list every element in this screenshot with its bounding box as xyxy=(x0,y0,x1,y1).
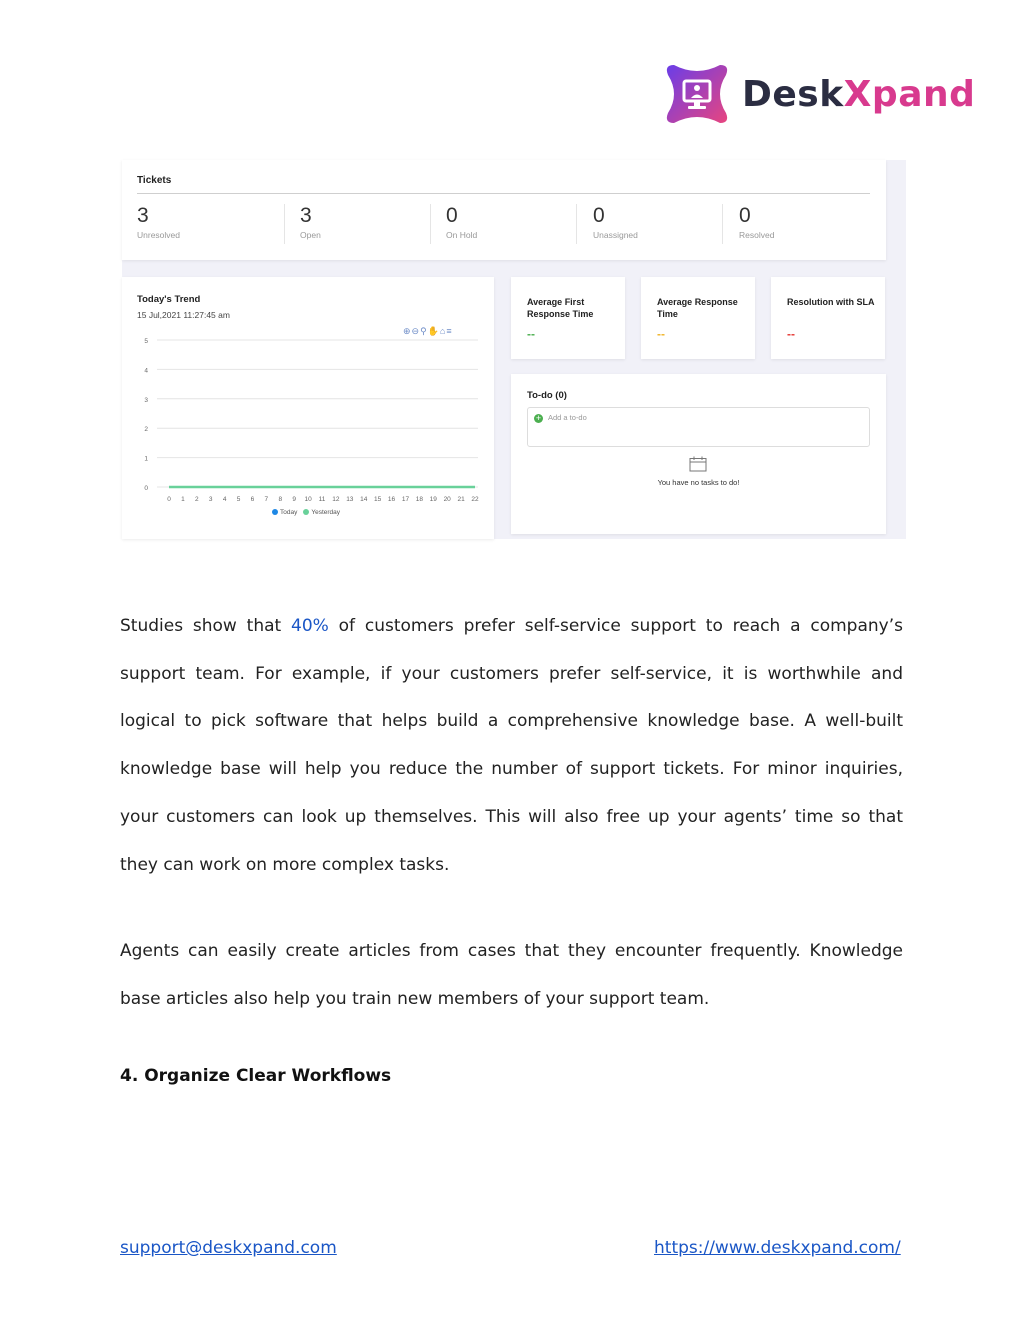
metric-sla xyxy=(771,277,885,359)
x-tick-label: 1 xyxy=(181,496,185,503)
stat-value: 3 xyxy=(300,204,312,227)
todo-card xyxy=(511,374,886,534)
x-tick-label: 11 xyxy=(318,496,326,503)
metric-value: -- xyxy=(657,327,665,341)
zoom-out-icon[interactable]: ⊖ xyxy=(411,326,421,336)
metric-value: -- xyxy=(527,327,535,341)
stat-value: 3 xyxy=(137,204,149,227)
trend-card xyxy=(122,277,494,539)
x-tick-label: 4 xyxy=(222,496,227,503)
calendar-icon xyxy=(689,456,707,472)
add-todo-placeholder: Add a to-do xyxy=(548,413,587,422)
stat-divider xyxy=(430,204,431,244)
statistic-link[interactable]: 40% xyxy=(291,616,329,636)
x-tick-label: 6 xyxy=(250,496,255,503)
x-tick-label: 22 xyxy=(471,496,479,503)
x-tick-label: 5 xyxy=(236,496,241,503)
paragraph-text: Studies show that xyxy=(120,616,292,636)
add-todo-input[interactable] xyxy=(527,407,870,447)
metric-title: Resolution with SLA xyxy=(787,297,875,307)
footer-website-link[interactable]: https://www.deskxpand.com/ xyxy=(654,1238,901,1258)
y-tick-label: 0 xyxy=(144,485,148,492)
metric-value: -- xyxy=(787,327,795,341)
trend-chart xyxy=(122,277,494,539)
zoom-in-icon[interactable]: ⊕ xyxy=(403,326,412,336)
dashboard-screenshot xyxy=(122,160,906,539)
todo-title: To-do (0) xyxy=(527,390,567,401)
add-icon[interactable]: + xyxy=(535,413,542,423)
y-tick-label: 2 xyxy=(144,426,148,434)
trend-title: Today's Trend xyxy=(137,294,201,305)
logo-icon xyxy=(664,61,730,127)
footer-email-link[interactable]: support@deskxpand.com xyxy=(120,1238,337,1258)
y-tick-label: 3 xyxy=(144,396,148,404)
metric-title: Average Response Time xyxy=(657,297,738,319)
x-tick-label: 16 xyxy=(387,496,396,503)
stat-label: Open xyxy=(300,230,321,240)
trend-date: 15 Jul,2021 11:27:45 am xyxy=(137,310,230,320)
x-tick-label: 9 xyxy=(292,496,296,503)
x-tick-label: 19 xyxy=(429,496,437,503)
stat-divider xyxy=(576,204,577,244)
legend-item-yesterday[interactable] xyxy=(303,509,340,516)
tickets-divider xyxy=(137,193,870,194)
x-tick-label: 14 xyxy=(360,496,368,503)
stat-value: 0 xyxy=(739,204,751,227)
y-tick-label: 4 xyxy=(144,367,148,375)
legend-item-today[interactable] xyxy=(272,509,297,516)
legend-label: Today xyxy=(280,509,298,516)
metric-first-response xyxy=(511,277,625,359)
x-tick-label: 20 xyxy=(443,496,451,503)
x-tick-label: 0 xyxy=(167,496,171,503)
x-tick-label: 18 xyxy=(415,496,423,503)
section-heading: 4. Organize Clear Workflows xyxy=(120,1066,392,1086)
metric-response-time xyxy=(641,277,755,359)
stat-label: Resolved xyxy=(739,230,775,240)
x-tick-label: 13 xyxy=(346,496,354,503)
legend-label: Yesterday xyxy=(311,509,341,516)
stat-value: 0 xyxy=(446,204,458,227)
x-tick-label: 10 xyxy=(304,496,312,503)
tickets-title: Tickets xyxy=(137,175,172,186)
todo-empty-message: You have no tasks to do! xyxy=(657,478,740,487)
paragraph-text: of customers prefer self-service support to reach a company’s support team. For example, if your customers prefer self-service, it is worthwhile and logical to pick software that helps build a comprehensive knowledge base. A well-built knowledge base will help you reduce the number of support tickets. For minor inquiries, your customers can look up themselves. This will also free up your agents’ time so that they can work on more complex tasks. xyxy=(120,616,903,875)
stat-resolved[interactable] xyxy=(739,205,879,240)
brand-logo xyxy=(664,61,975,127)
stat-label: On Hold xyxy=(446,230,478,240)
home-icon[interactable]: ⌂ xyxy=(439,326,447,336)
x-tick-label: 7 xyxy=(264,496,269,503)
stat-on-hold[interactable] xyxy=(446,205,586,240)
brand-name-part1: Desk xyxy=(742,73,844,115)
x-tick-label: 3 xyxy=(208,496,213,503)
x-tick-label: 12 xyxy=(332,496,340,503)
x-tick-label: 8 xyxy=(278,496,283,503)
x-tick-label: 17 xyxy=(401,496,410,503)
y-tick-label: 5 xyxy=(144,338,148,345)
stat-label: Unassigned xyxy=(593,230,638,240)
menu-icon[interactable]: ≡ xyxy=(446,326,453,336)
metric-title: Average First Response Time xyxy=(527,297,594,319)
stat-label: Unresolved xyxy=(137,230,180,240)
stat-unresolved[interactable] xyxy=(137,205,277,240)
brand-wordmark xyxy=(742,74,975,115)
stat-unassigned[interactable] xyxy=(593,205,733,240)
article-paragraph-2: Agents can easily create articles from cases that they encounter frequently. Knowledge base articles also help you train new members of your support team. xyxy=(120,941,903,1009)
chart-legend xyxy=(272,509,340,516)
stat-value: 0 xyxy=(593,204,605,227)
y-tick-label: 1 xyxy=(144,455,148,463)
article-paragraph-1 xyxy=(120,603,903,889)
search-icon[interactable]: ⚲ xyxy=(420,326,428,336)
stat-divider xyxy=(722,204,723,244)
pan-icon[interactable]: ✋ xyxy=(427,326,440,336)
x-tick-label: 21 xyxy=(457,496,465,503)
x-tick-label: 15 xyxy=(374,496,382,503)
stat-divider xyxy=(284,204,285,244)
stat-open[interactable] xyxy=(300,205,440,240)
brand-name-part2: Xpand xyxy=(843,73,976,115)
tickets-card xyxy=(122,160,886,260)
x-tick-label: 2 xyxy=(195,496,199,503)
